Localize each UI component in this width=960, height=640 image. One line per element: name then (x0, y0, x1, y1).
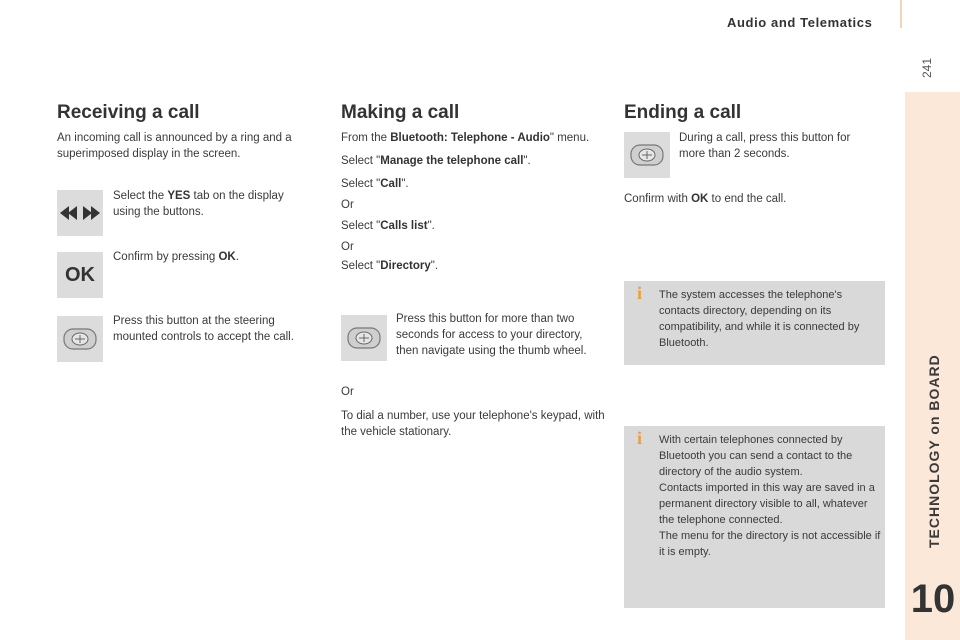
receiving-step3: Press this button at the steering mounted controls to accept the call. (113, 315, 294, 343)
info-contacts-text-3: The menu for the directory is not accessible if it is empty. (659, 530, 881, 558)
info-box-contacts (624, 426, 885, 608)
receiving-step2: Confirm by pressing OK. (113, 251, 239, 263)
info-contacts-text-2: Contacts imported in this way are saved in a permanent directory visible to all, whatever the telephone connected. (659, 482, 875, 526)
chapter-number: 10 (910, 577, 956, 621)
making-line-calls-list: Select "Calls list". (341, 220, 435, 232)
ending-title: Ending a call (624, 102, 742, 123)
receiving-intro: An incoming call is announced by a ring and a superimposed display in the screen. (57, 132, 292, 160)
page-header-title: Audio and Telematics (727, 15, 873, 30)
receiving-step1: Select the YES tab on the display using the buttons. (113, 190, 284, 218)
ending-during-instruction: During a call, press this button for more than 2 seconds. (679, 132, 851, 160)
steering-control-icon (57, 316, 103, 362)
arrow-buttons-icon (57, 190, 103, 236)
receiving-title: Receiving a call (57, 102, 200, 123)
making-press-instruction: Press this button for more than two seconds for access to your directory, then navigate using the thumb wheel. (396, 313, 587, 357)
making-line-menu: From the Bluetooth: Telephone - Audio" menu. (341, 132, 590, 144)
info-contacts-text-1: With certain telephones connected by Bluetooth you can send a contact to the directory of the audio system. (659, 434, 853, 478)
making-line-directory: Select "Directory". (341, 260, 439, 272)
info-icon: i (637, 428, 643, 448)
page-number: 241 (920, 57, 934, 78)
steering-control-icon (624, 132, 670, 178)
info-icon: i (637, 283, 643, 303)
ok-button-icon: OK (57, 252, 103, 298)
making-or-3: Or (341, 386, 354, 398)
steering-control-icon (341, 315, 387, 361)
making-dial-instruction: To dial a number, use your telephone's keypad, with the vehicle stationary. (341, 410, 605, 438)
making-or-1: Or (341, 199, 354, 211)
ending-confirm: Confirm with OK to end the call. (624, 193, 787, 205)
info-box-directory (624, 281, 885, 365)
header-divider (900, 0, 902, 28)
info-directory-text: The system accesses the telephone's contacts directory, depending on its compatibility, and while it is connected by Bluetooth. (659, 289, 860, 349)
making-title: Making a call (341, 102, 460, 123)
making-line-manage: Select "Manage the telephone call". (341, 155, 531, 167)
chapter-title: TECHNOLOGY on BOARD (926, 354, 942, 548)
making-or-2: Or (341, 241, 354, 253)
making-line-call: Select "Call". (341, 178, 409, 190)
